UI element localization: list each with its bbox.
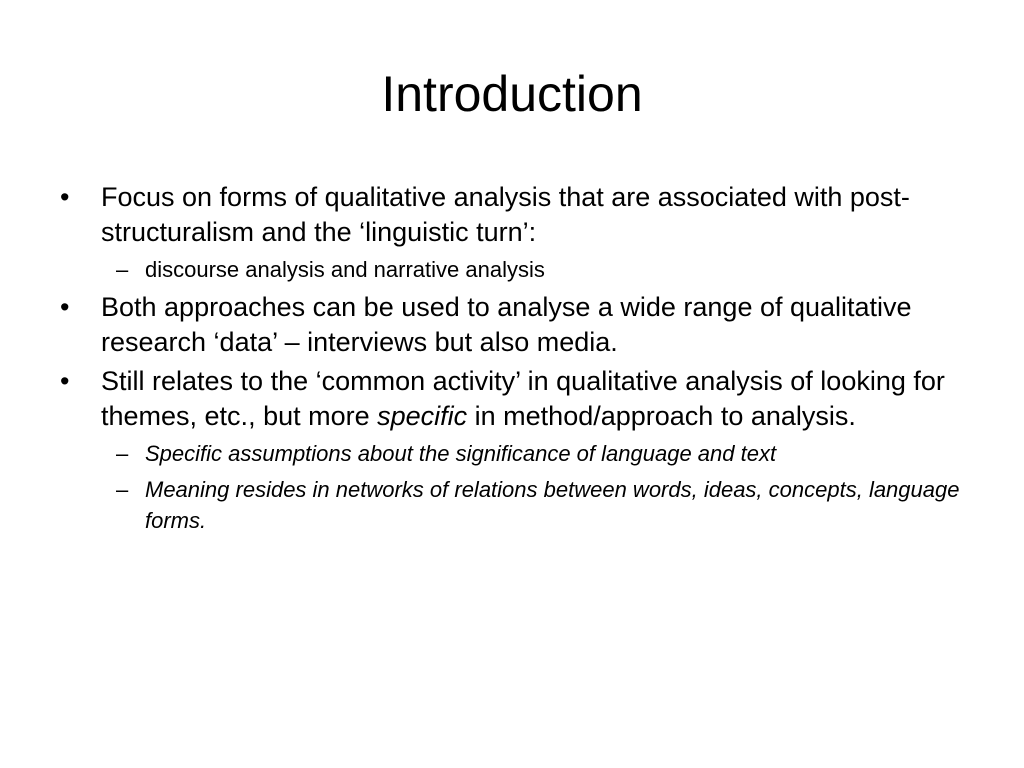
sub-bullet-text: Specific assumptions about the significance of language and text [145,441,777,466]
bullet-text-part: Still relates to the ‘common activity’ in qualitative analysis of looking for themes, etc., but more [101,366,945,431]
sub-bullet-text: Meaning resides in networks of relations between words, ideas, concepts, language forms. [145,477,960,533]
sub-bullet-item [56,438,976,469]
bullet-item [56,364,976,434]
bullet-mark: • [60,182,70,212]
dash-mark: – [116,257,129,282]
bullet-text: Focus on forms of qualitative analysis that are associated with post-structuralism and the ‘linguistic turn’: [101,182,910,247]
sub-bullet-item [56,254,976,285]
slide-title: Introduction [381,66,643,122]
bullet-text-part: in method/approach to analysis. [467,401,856,431]
bullet-mark: • [60,292,70,322]
bullet-emphasis: specific [377,401,468,431]
bullet-text: Both approaches can be used to analyse a wide range of qualitative research ‘data’ – interviews but also media. [101,292,912,357]
bullet-item [56,290,976,360]
dash-mark: – [116,477,129,502]
dash-mark: – [116,441,129,466]
bullet-mark: • [60,366,70,396]
sub-bullet-text: discourse analysis and narrative analysis [145,257,545,282]
bullet-item [56,180,976,250]
slide-body [56,180,976,541]
sub-bullet-item [56,474,976,536]
